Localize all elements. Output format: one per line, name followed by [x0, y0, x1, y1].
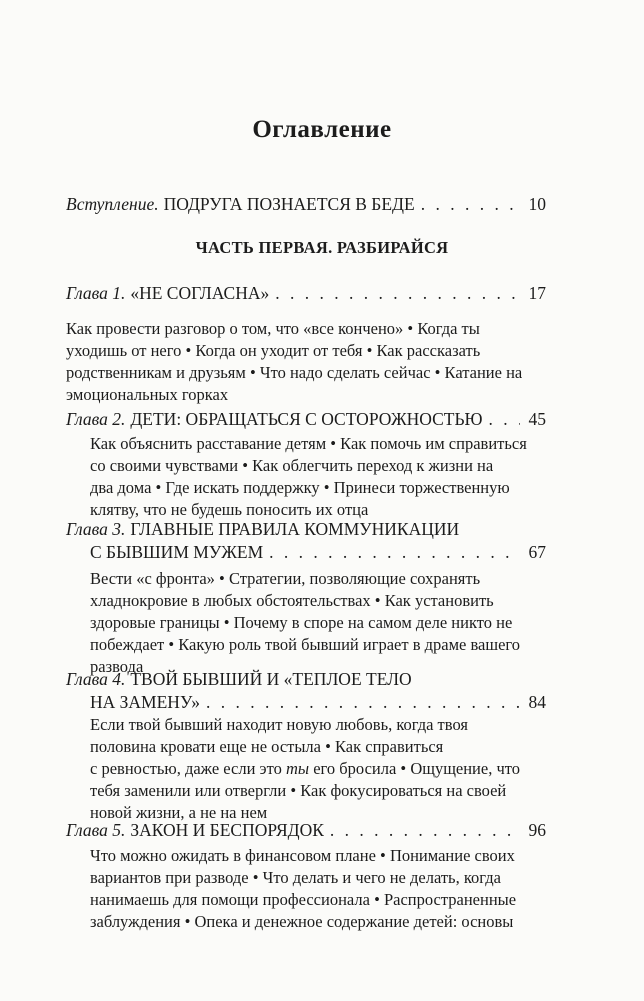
- desc-line: Если твой бывший находит новую любовь, когда твоя: [90, 715, 468, 734]
- desc-line: развода: [90, 657, 144, 676]
- toc-entry-chapter-3[interactable]: [66, 518, 546, 564]
- desc-line: уходишь от него • Когда он уходит от тебя • Как рассказать: [66, 341, 481, 360]
- part-heading: ЧАСТЬ ПЕРВАЯ. РАЗБИРАЙСЯ: [195, 238, 449, 257]
- chapter-description: [66, 318, 522, 406]
- entry-title-line2: НА ЗАМЕНУ»: [90, 692, 200, 712]
- desc-line: новой жизни, а не на нем: [90, 803, 268, 822]
- desc-line: тебя заменили или отвергли • Как фокусироваться на своей: [90, 781, 507, 800]
- entry-page: 10: [528, 194, 546, 214]
- entry-label: Глава 2.: [66, 409, 126, 429]
- entry-page: 67: [528, 542, 546, 562]
- desc-line: Что можно ожидать в финансовом плане • Понимание своих: [90, 846, 515, 865]
- leader-dots: [489, 408, 520, 431]
- desc-line: нанимаешь для помощи профессионала • Распространенные: [90, 890, 517, 909]
- entry-page: 84: [528, 692, 546, 712]
- desc-line: [90, 758, 520, 780]
- entry-page: 45: [528, 409, 546, 429]
- chapter-description: [90, 568, 520, 678]
- desc-line: хладнокровие в любых обстоятельствах • Как установить: [90, 591, 494, 610]
- desc-line: клятву, что не будешь поносить их отца: [90, 500, 369, 519]
- desc-line: Как провести разговор о том, что «все кончено» • Когда ты: [66, 319, 480, 338]
- chapter-description: [90, 845, 516, 933]
- entry-title-line2: С БЫВШИМ МУЖЕМ: [90, 542, 264, 562]
- entry-label: Глава 4.: [66, 669, 126, 689]
- entry-title-line1: ГЛАВНЫЕ ПРАВИЛА КОММУНИКАЦИИ: [130, 519, 460, 539]
- desc-line: родственникам и друзьям • Что надо сделать сейчас • Катание на: [66, 363, 523, 382]
- desc-line: эмоциональных горках: [66, 385, 229, 404]
- entry-title-line1: ТВОЙ БЫВШИЙ И «ТЕПЛОЕ ТЕЛО: [130, 669, 412, 689]
- entry-page: 17: [528, 283, 546, 303]
- chapter-description: [90, 714, 520, 824]
- entry-label: Вступление.: [66, 194, 159, 214]
- desc-line: вариантов при разводе • Что делать и чего не делать, когда: [90, 868, 501, 887]
- desc-emphasis: ты: [286, 759, 310, 778]
- toc-entry-chapter-5[interactable]: [66, 819, 546, 842]
- desc-line: Как объяснить расставание детям • Как помочь им справиться: [90, 434, 527, 453]
- entry-title: ПОДРУГА ПОЗНАЕТСЯ В БЕДЕ: [163, 194, 415, 214]
- entry-label: Глава 1.: [66, 283, 126, 303]
- entry-title: ЗАКОН И БЕСПОРЯДОК: [130, 820, 324, 840]
- desc-text: его бросила • Ощущение, что: [309, 759, 520, 778]
- desc-line: здоровые границы • Почему в споре на самом деле никто не: [90, 613, 513, 632]
- leader-dots: [269, 541, 520, 564]
- entry-page: 96: [528, 820, 546, 840]
- leader-dots: [330, 819, 520, 842]
- entry-title: «НЕ СОГЛАСНА»: [130, 283, 270, 303]
- leader-dots: [206, 691, 520, 714]
- toc-entry-chapter-1[interactable]: [66, 282, 546, 305]
- entry-label: Глава 5.: [66, 820, 126, 840]
- leader-dots: [275, 282, 520, 305]
- chapter-description: [90, 433, 527, 521]
- desc-line: Вести «с фронта» • Стратегии, позволяющие сохранять: [90, 569, 481, 588]
- desc-line: половина кровати еще не остыла • Как справиться: [90, 737, 444, 756]
- leader-dots: [421, 193, 520, 216]
- toc-entry-chapter-2[interactable]: [66, 408, 546, 431]
- entry-label: Глава 3.: [66, 519, 126, 539]
- desc-line: два дома • Где искать поддержку • Принеси торжественную: [90, 478, 510, 497]
- page-title: Оглавление: [252, 116, 392, 143]
- desc-line: побеждает • Какую роль твой бывший играет в драме вашего: [90, 635, 521, 654]
- entry-title: ДЕТИ: ОБРАЩАТЬСЯ С ОСТОРОЖНОСТЬЮ: [130, 409, 483, 429]
- desc-line: со своими чувствами • Как облегчить переход к жизни на: [90, 456, 494, 475]
- toc-entry-chapter-4[interactable]: [66, 668, 546, 714]
- desc-text: с ревностью, даже если это: [90, 759, 286, 778]
- toc-entry-intro[interactable]: [66, 193, 546, 216]
- desc-line: заблуждения • Опека и денежное содержание детей: основы: [90, 912, 514, 931]
